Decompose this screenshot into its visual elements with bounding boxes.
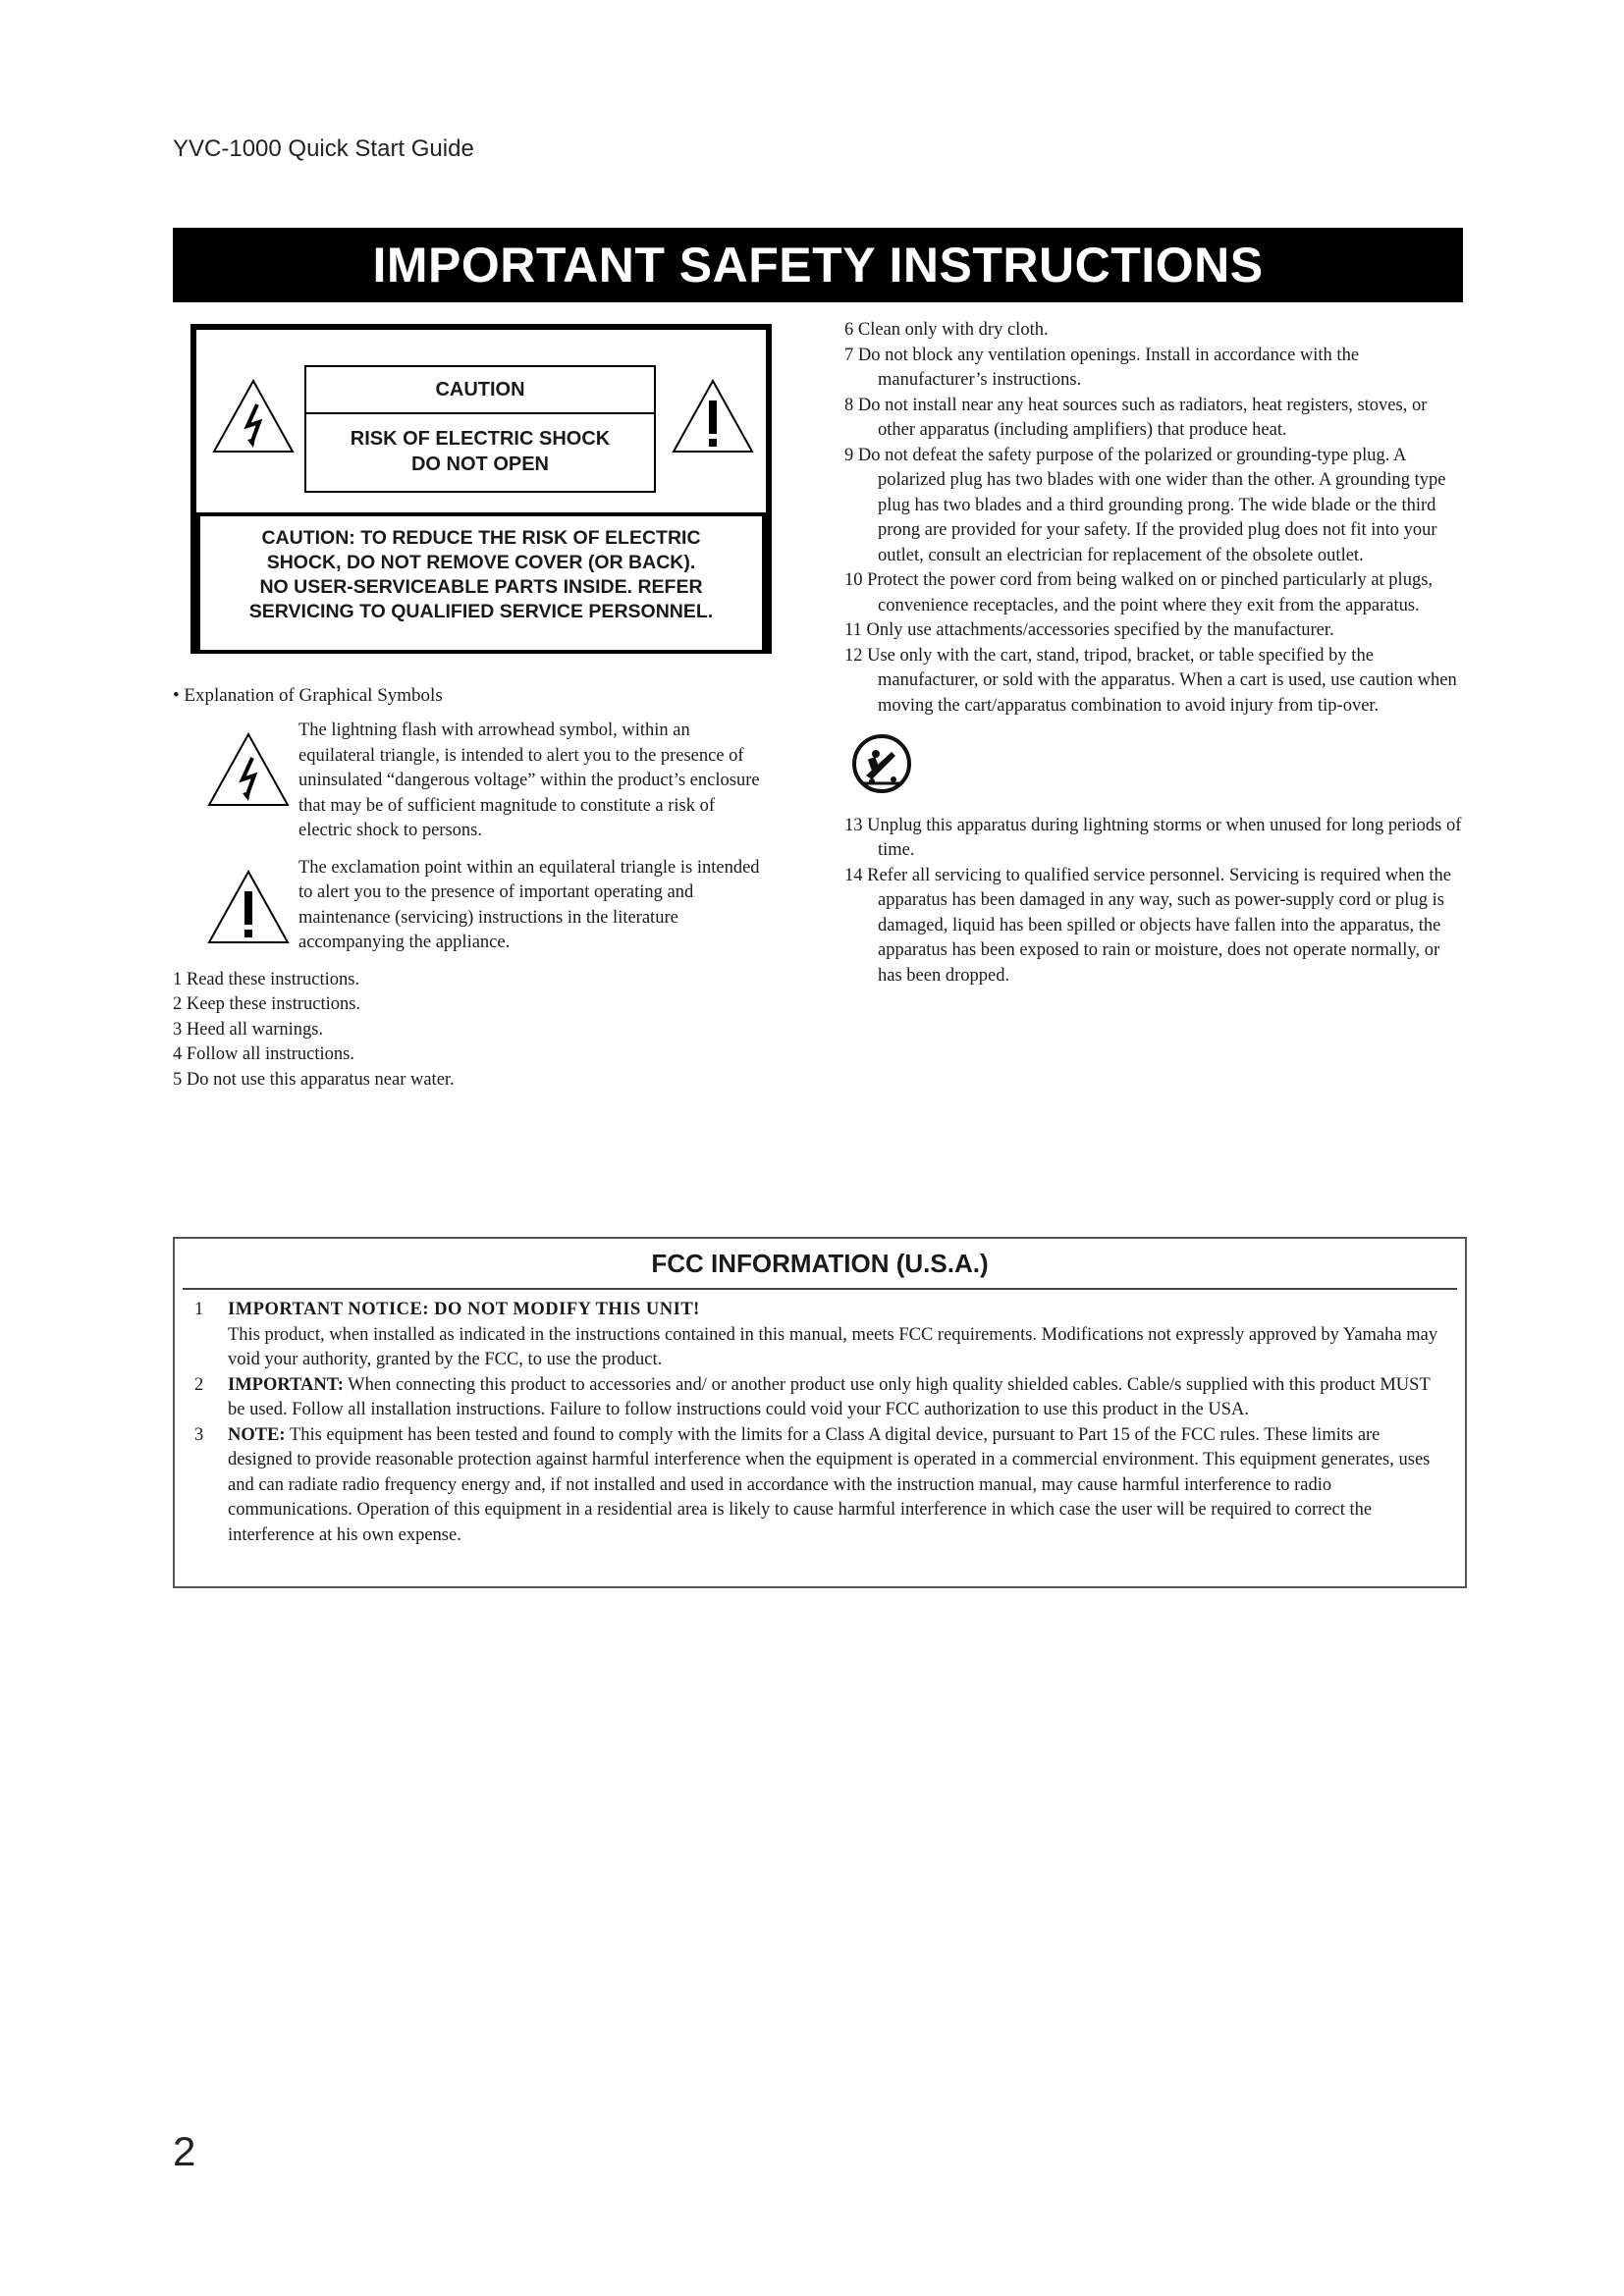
item-text: Do not block any ventilation openings. Install in accordance with the manufacturer’s instructions.	[857, 345, 1360, 390]
caution-inner-label	[304, 365, 656, 493]
fcc-item-number: 1	[194, 1300, 204, 1319]
warning-line: CAUTION: TO REDUCE THE RISK OF ELECTRIC	[261, 527, 701, 549]
warning-line: NO USER-SERVICEABLE PARTS INSIDE. REFER	[259, 576, 703, 598]
list-item: 4 Follow all instructions.	[173, 1044, 354, 1064]
item-number: 12	[844, 645, 863, 666]
warning-line: SERVICING TO QUALIFIED SERVICE PERSONNEL.	[248, 601, 714, 622]
item-number: 6	[844, 320, 854, 340]
list-item	[844, 814, 1465, 864]
fcc-title: FCC INFORMATION (U.S.A.)	[651, 1249, 989, 1278]
left-column	[173, 685, 762, 1093]
item-text: Unplug this apparatus during lightning storms or when unused for long periods of time.	[867, 815, 1462, 860]
safety-title-banner: IMPORTANT SAFETY INSTRUCTIONS	[173, 228, 1463, 302]
lightning-symbol-text: The lightning flash with arrowhead symbol, within an equilateral triangle, is intended to alert you to the presence of uninsulated “dangerous voltage” within the product’s enclosure that may be of sufficient magnitude to constitute a risk of electric shock to persons.	[298, 721, 760, 840]
fcc-item-heading: IMPORTANT:	[228, 1374, 344, 1395]
list-item	[844, 444, 1465, 569]
risk-line-1: RISK OF ELECTRIC SHOCK	[350, 428, 611, 450]
warning-line: SHOCK, DO NOT REMOVE COVER (OR BACK).	[266, 552, 696, 573]
item-text: Protect the power cord from being walked on or pinched particularly at plugs, convenience receptacles, and the point where they exit from the apparatus.	[867, 570, 1434, 615]
item-text: Do not defeat the safety purpose of the polarized or grounding-type plug. A polarized plug has two blades with one wider than the other. A grounding type plug has two blades and a third grounding prong. The wide blade or the third prong are provided for your safety. If the provided plug does not fit into your outlet, consult an electrician for replacement of the obsolete outlet.	[857, 445, 1446, 565]
item-text: Do not install near any heat sources such as radiators, heat registers, stoves, or other apparatus (including amplifiers) that produce heat.	[857, 395, 1428, 440]
item-number: 13	[844, 815, 863, 835]
item-number: 14	[844, 865, 863, 885]
fcc-information-box	[173, 1237, 1467, 1588]
risk-line-2: DO NOT OPEN	[410, 454, 549, 475]
lightning-triangle-icon	[212, 379, 295, 454]
list-item	[844, 618, 1465, 644]
cart-tip-over-warning-icon	[852, 734, 911, 793]
page-number: 2	[173, 2128, 196, 2174]
fcc-item	[194, 1373, 1445, 1423]
caution-warning-panel	[196, 512, 766, 654]
exclamation-triangle-icon	[206, 870, 291, 944]
fcc-item-text: This equipment has been tested and found to comply with the limits for a Class A digital device, pursuant to Part 15 of the FCC rules. These limits are designed to provide reasonable protection against harmful interference when the equipment is operated in a commercial environment. This equipment generates, uses and can radiate radio frequency energy and, if not installed and used in accordance with the instruction manual, may cause harmful interference to radio communications. Operation of this equipment in a residential area is likely to cause harmful interference in which case the user will be required to correct the interference at his own expense.	[228, 1424, 1431, 1545]
fcc-item-text: When connecting this product to accessories and/ or another product use only high quality shielded cables. Cable/s supplied with this product MUST be used. Follow all installation instructions. Failure to follow instructions could void your FCC authorization to use this product in the USA.	[228, 1374, 1431, 1419]
item-text: Clean only with dry cloth.	[857, 320, 1049, 340]
item-text: Use only with the cart, stand, tripod, bracket, or table specified by the manufacturer, or sold with the apparatus. When a cart is used, use caution when moving the cart/apparatus combination to avoid injury from tip-over.	[867, 645, 1457, 716]
exclamation-symbol-text: The exclamation point within an equilateral triangle is intended to alert you to the presence of important operating and maintenance (servicing) instructions in the literature accompanying the appliance.	[298, 857, 760, 952]
list-item	[844, 864, 1465, 989]
item-text: Refer all servicing to qualified service personnel. Servicing is required when the apparatus has been damaged in any way, such as power-supply cord or plug is damaged, liquid has been spilled or objects have fallen into the apparatus, the apparatus has been exposed to rain or moisture, does not operate normally, or has been dropped.	[867, 865, 1452, 986]
fcc-item-number: 3	[194, 1424, 204, 1445]
exclamation-triangle-icon	[672, 379, 754, 454]
item-number: 10	[844, 570, 863, 590]
item-number: 11	[844, 620, 862, 640]
list-item: 2 Keep these instructions.	[173, 994, 361, 1014]
caution-heading: CAUTION	[306, 367, 654, 414]
fcc-item	[194, 1423, 1445, 1549]
fcc-item-text: This product, when installed as indicated in the instructions contained in this manual, meets FCC requirements. Modifications not expressly approved by Yamaha may void your authority, granted by the FCC, to use the product.	[228, 1324, 1438, 1369]
list-item	[844, 644, 1465, 720]
symbols-title: • Explanation of Graphical Symbols	[173, 685, 443, 706]
caution-label-box	[190, 324, 772, 654]
left-instruction-list	[173, 968, 762, 1094]
item-number: 9	[844, 445, 854, 465]
list-item	[844, 394, 1465, 444]
list-item	[844, 318, 1465, 344]
list-item: 1 Read these instructions.	[173, 969, 360, 989]
exclamation-symbol-block	[173, 856, 762, 956]
fcc-divider	[183, 1288, 1457, 1290]
fcc-item-heading: IMPORTANT NOTICE: DO NOT MODIFY THIS UNIT!	[228, 1300, 700, 1319]
right-column	[844, 318, 1465, 988]
list-item: 5 Do not use this apparatus near water.	[173, 1069, 455, 1090]
item-number: 8	[844, 395, 854, 415]
fcc-item	[194, 1298, 1445, 1373]
list-item	[844, 344, 1465, 394]
fcc-item-heading: NOTE:	[228, 1424, 286, 1445]
fcc-item-number: 2	[194, 1374, 204, 1395]
lightning-triangle-icon	[206, 732, 291, 807]
list-item: 3 Heed all warnings.	[173, 1019, 324, 1040]
list-item	[844, 568, 1465, 618]
item-number: 7	[844, 345, 854, 365]
document-header: YVC-1000 Quick Start Guide	[173, 135, 474, 162]
lightning-symbol-block	[173, 719, 762, 844]
item-text: Only use attachments/accessories specified by the manufacturer.	[866, 620, 1334, 640]
